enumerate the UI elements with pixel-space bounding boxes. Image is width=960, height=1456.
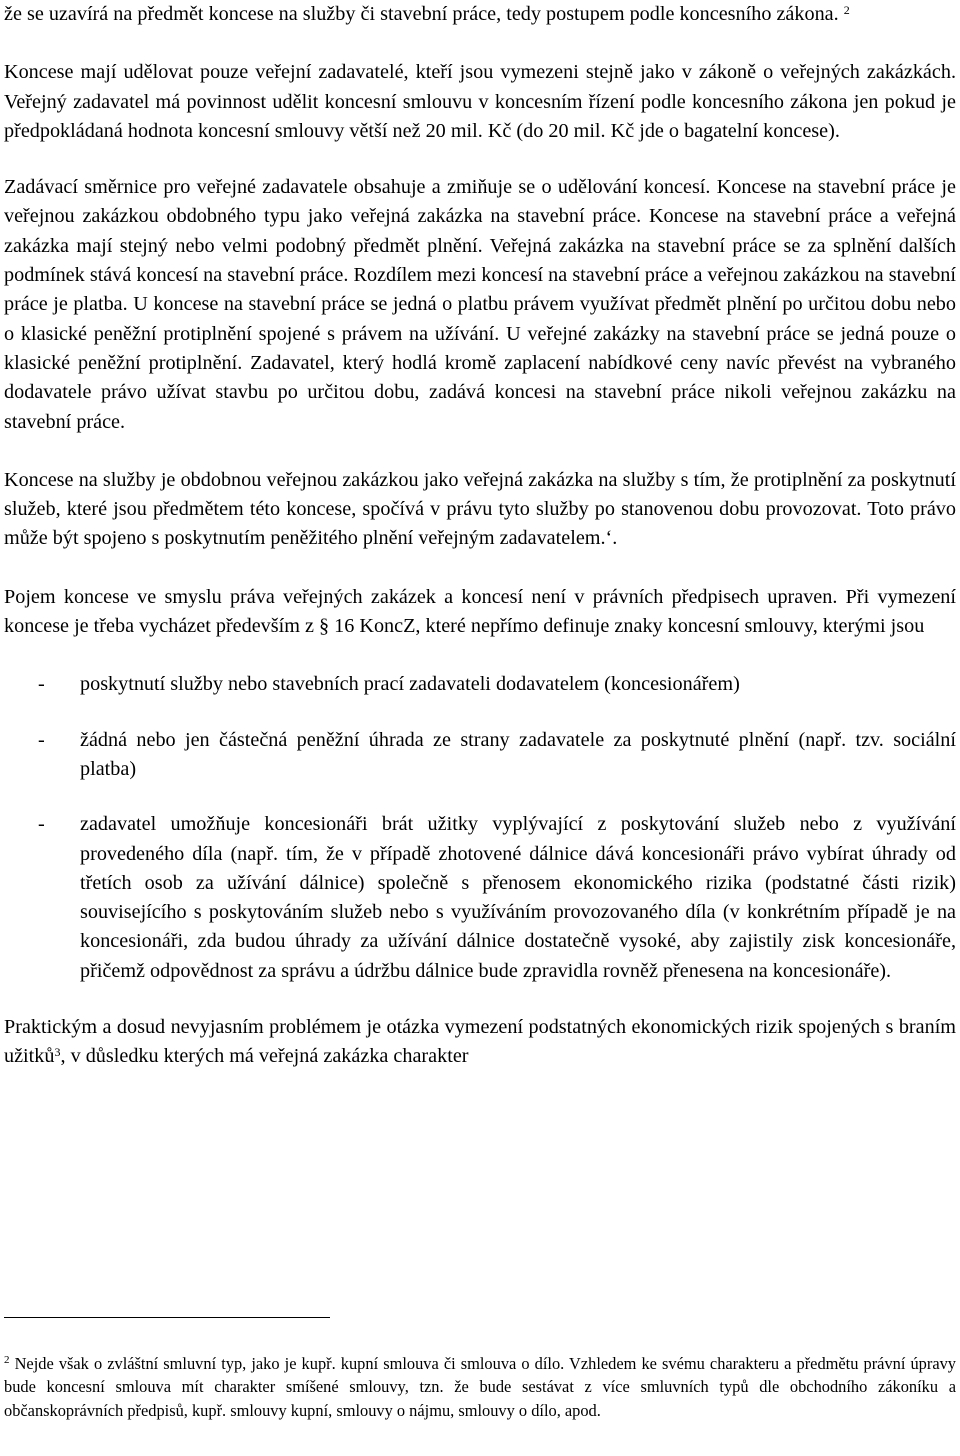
paragraph-3: Zadávací směrnice pro veřejné zadavatele obsahuje a zmiňuje se o udělování koncesí. Koncese na stavební práce je veřejnou zakázkou obdobného typu jako veřejná zakázka na stavební práce. Koncese na stavební práce a veřejná zakázka mají stejný nebo velmi podobný předmět plnění. Veřejná zakázka na stavební práce se za splnění dalších podmínek stává koncesí na stavební práce. Rozdílem mezi koncesí na stavební práce a veřejnou zakázkou na stavební práce je platba. U koncese na stavební práce se jedná o platbu právem využívat předmět plnění po určitou dobu nebo o klasické peněžní protiplnění spojené s právem na užívání. U veřejné zakázky na stavební práce se jedná pouze o klasické peněžní protiplnění. Zadavatel, který hodlá kromě zaplacení nabídkové ceny navíc převést na vybraného dodavatele právo užívat stavbu po určitou dobu, zadává koncesi na stavební práce nikoli veřejnou zakázku na stavební práce. xyxy=(4,176,956,433)
paragraph-5: Pojem koncese ve smyslu práva veřejných zakázek a koncesí není v právních předpisech upraven. Při vymezení koncese je třeba vycházet především z § 16 KoncZ, které nepřímo definuje znaky koncesní smlouvy, kterými jsou xyxy=(4,585,956,638)
list-dash: - xyxy=(38,813,45,836)
list-dash: - xyxy=(38,728,45,751)
footnote-number: 2 xyxy=(4,1354,10,1366)
document-body xyxy=(4,0,956,1072)
list-dash: - xyxy=(38,673,45,696)
footnote-ref-2[interactable]: 2 xyxy=(843,3,850,17)
footnote-text: Nejde však o zvláštní smluvní typ, jako je kupř. kupní smlouva či smlouva o dílo. Vzhledem ke svému charakteru a předmětu právní úpravy bude koncesní smlouva mít charakter smíšené smlouvy, tzn. že bude sestávat z více smluvních typů dle obchodního zákoníku a občanskoprávních předpisů, kupř. smlouvy kupní, smlouvy o nájmu, smlouvy o dílo, apod. xyxy=(4,1354,956,1420)
list-item-text: zadavatel umožňuje koncesionáři brát užitky vyplývající z poskytování služeb nebo z využívání provedeného díla (např. tím, že v případě zhotovené dálnice dává koncesionáři právo vybírat úhrady od třetích osob za užívání dálnice) společně s přenosem ekonomického rizika (podstatné části rizik) souvisejícího s poskytováním služeb nebo s využíváním provozovaného díla (v konkrétním případě je na koncesionáři, zda budou úhrady za užívání dálnice dostatečně vysoké, aby zajistily zisk koncesionáře, přičemž odpovědnost za správu a údržbu dálnice bude zpravidla rovněž přenesena na koncesionáře). xyxy=(80,813,956,982)
footnote-2 xyxy=(4,1352,956,1422)
paragraph-4: Koncese na služby je obdobnou veřejnou zakázkou jako veřejná zakázka na služby s tím, že protiplnění za poskytnutí služeb, které jsou předmětem této koncese, spočívá v právu tyto služby po stanovenou dobu provozovat. Toto právo může být spojeno s poskytnutím peněžitého plnění veřejným zadavatelem.‘. xyxy=(4,468,956,550)
paragraph-1 xyxy=(4,0,956,29)
list-item xyxy=(4,810,956,986)
list-item-text: poskytnutí služby nebo stavebních prací zadavateli dodavatelem (koncesionářem) xyxy=(80,673,740,696)
paragraph-1-text: že se uzavírá na předmět koncese na služby či stavební práce, tedy postupem podle koncesního zákona. xyxy=(4,3,839,25)
list-item-text: žádná nebo jen částečná peněžní úhrada ze strany zadavatele za poskytnuté plnění (např. tzv. sociální platba) xyxy=(80,728,956,780)
paragraph-6 xyxy=(4,1013,956,1072)
paragraph-2: Koncese mají udělovat pouze veřejní zadavatelé, kteří jsou vymezeni stejně jako v zákoně o veřejných zakázkách. Veřejný zadavatel má povinnost udělit koncesní smlouvu v koncesním řízení podle koncesního zákona jen pokud je předpokládaná hodnota koncesní smlouvy větší než 20 mil. Kč (do 20 mil. Kč jde o bagatelní koncese). xyxy=(4,61,956,142)
koncese-criteria-list xyxy=(4,670,956,986)
footnote-ref-3[interactable]: 3 xyxy=(54,1045,61,1060)
paragraph-6-text-a: Praktickým a dosud nevyjasním problémem je otázka vymezení podstatných ekonomických rizik spojených s braním užitků xyxy=(4,1016,956,1068)
paragraph-6-text-b: , v důsledku kterých má veřejná zakázka charakter xyxy=(60,1045,469,1068)
list-item xyxy=(4,726,956,785)
list-item xyxy=(4,670,956,699)
footnote-separator xyxy=(4,1317,330,1318)
